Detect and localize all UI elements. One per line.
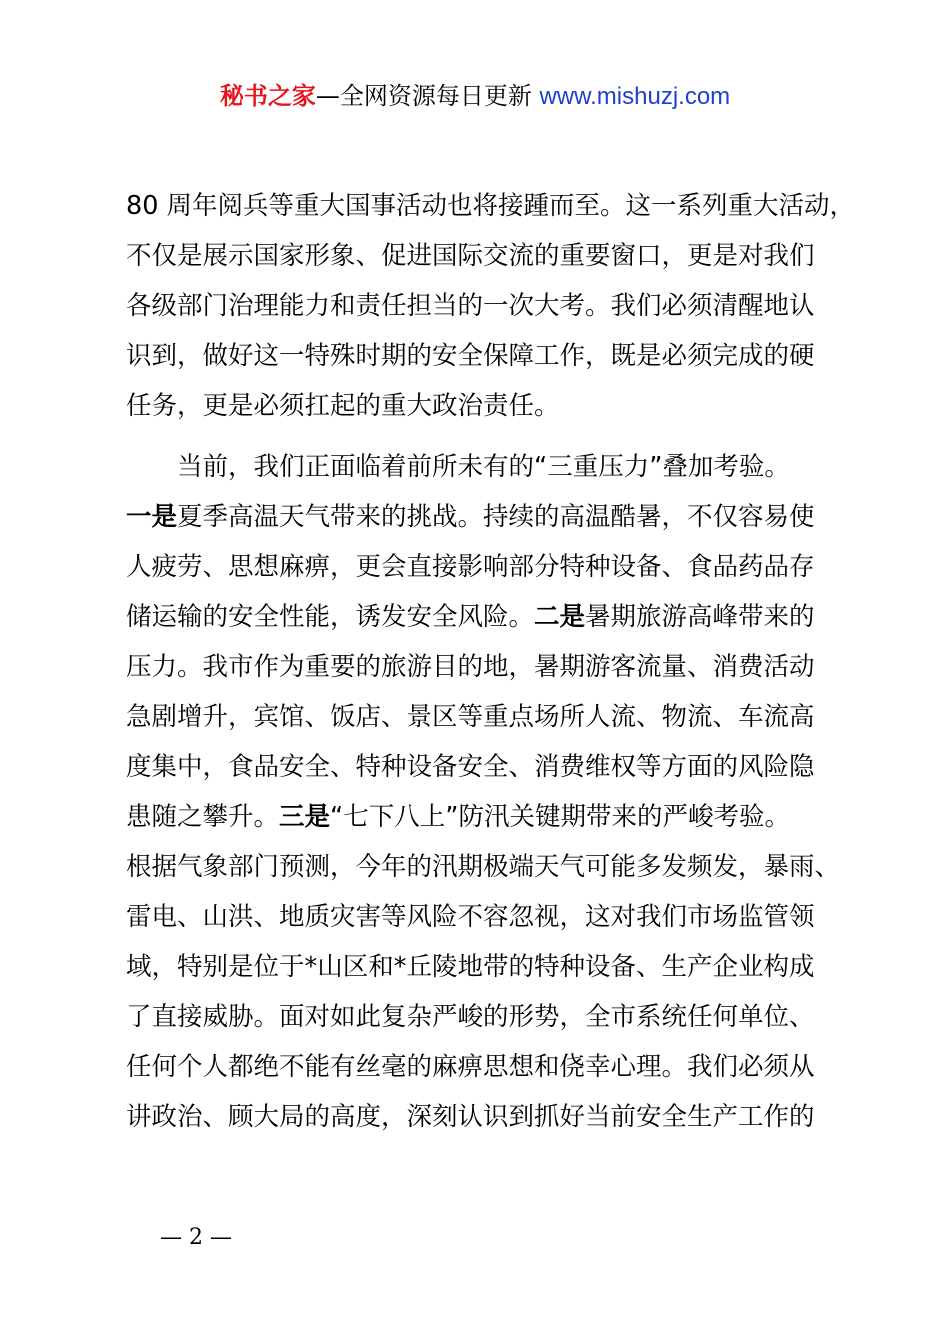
brand-name: 秘书之家 bbox=[219, 82, 316, 110]
line-text: 暑期旅游高峰带来的 bbox=[585, 602, 815, 632]
point-three-label: 三是 bbox=[279, 802, 331, 832]
paragraph-line: 根据气象部门预测，今年的汛期极端天气可能多发频发，暴雨、 bbox=[126, 852, 841, 882]
paragraph-line bbox=[126, 492, 852, 542]
line-text: 患随之攀升。 bbox=[126, 802, 280, 832]
paragraph-line: 了直接威胁。面对如此复杂严峻的形势，全市系统任何单位、 bbox=[126, 1002, 815, 1032]
paragraph-line: 不仅是展示国家形象、促进国际交流的重要窗口，更是对我们 bbox=[126, 241, 815, 271]
paragraph-line: 讲政治、顾大局的高度，深刻认识到抓好当前安全生产工作的 bbox=[126, 1102, 815, 1132]
paragraph-line: 雷电、山洪、地质灾害等风险不容忽视，这对我们市场监管领 bbox=[126, 902, 815, 932]
line-text: 储运输的安全性能，诱发安全风险。 bbox=[126, 602, 535, 632]
point-two-label: 二是 bbox=[534, 602, 586, 632]
paragraph-line: 度集中，食品安全、特种设备安全、消费维权等方面的风险隐 bbox=[126, 752, 815, 782]
line-text: 夏季高温天气带来的挑战。持续的高温酷暑，不仅容易使 bbox=[177, 502, 815, 532]
paragraph-line bbox=[126, 792, 852, 842]
paragraph-2 bbox=[126, 442, 852, 1142]
paragraph-line: 当前，我们正面临着前所未有的“三重压力”叠加考验。 bbox=[126, 452, 790, 482]
paragraph-line: 人疲劳、思想麻痹，更会直接影响部分特种设备、食品药品存 bbox=[126, 552, 815, 582]
paragraph-line: 各级部门治理能力和责任担当的一次大考。我们必须清醒地认 bbox=[126, 291, 815, 321]
paragraph-line: 80 周年阅兵等重大国事活动也将接踵而至。这一系列重大活动， bbox=[126, 191, 856, 221]
paragraph-line: 压力。我市作为重要的旅游目的地，暑期游客流量、消费活动 bbox=[126, 652, 815, 682]
paragraph-line: 任务，更是必须扛起的重大政治责任。 bbox=[126, 391, 560, 421]
paragraph-line: 急剧增升，宾馆、饭店、景区等重点场所人流、物流、车流高 bbox=[126, 702, 815, 732]
paragraph-line: 域，特别是位于*山区和*丘陵地带的特种设备、生产企业构成 bbox=[126, 952, 815, 982]
line-text: “七下八上”防汛关键期带来的严峻考验。 bbox=[330, 802, 790, 832]
header-url[interactable]: www.mishuzj.com bbox=[539, 83, 731, 110]
paragraph-line bbox=[126, 592, 852, 642]
paragraph-line: 任何个人都绝不能有丝毫的麻痹思想和侥幸心理。我们必须从 bbox=[126, 1052, 815, 1082]
point-one-label: 一是 bbox=[126, 502, 178, 532]
page-number: — 2 — bbox=[160, 1225, 232, 1250]
paragraph-line: 识到，做好这一特殊时期的安全保障工作，既是必须完成的硬 bbox=[126, 341, 815, 371]
site-header bbox=[0, 80, 950, 113]
header-tagline: —全网资源每日更新 bbox=[315, 82, 540, 110]
paragraph-1 bbox=[126, 181, 856, 431]
